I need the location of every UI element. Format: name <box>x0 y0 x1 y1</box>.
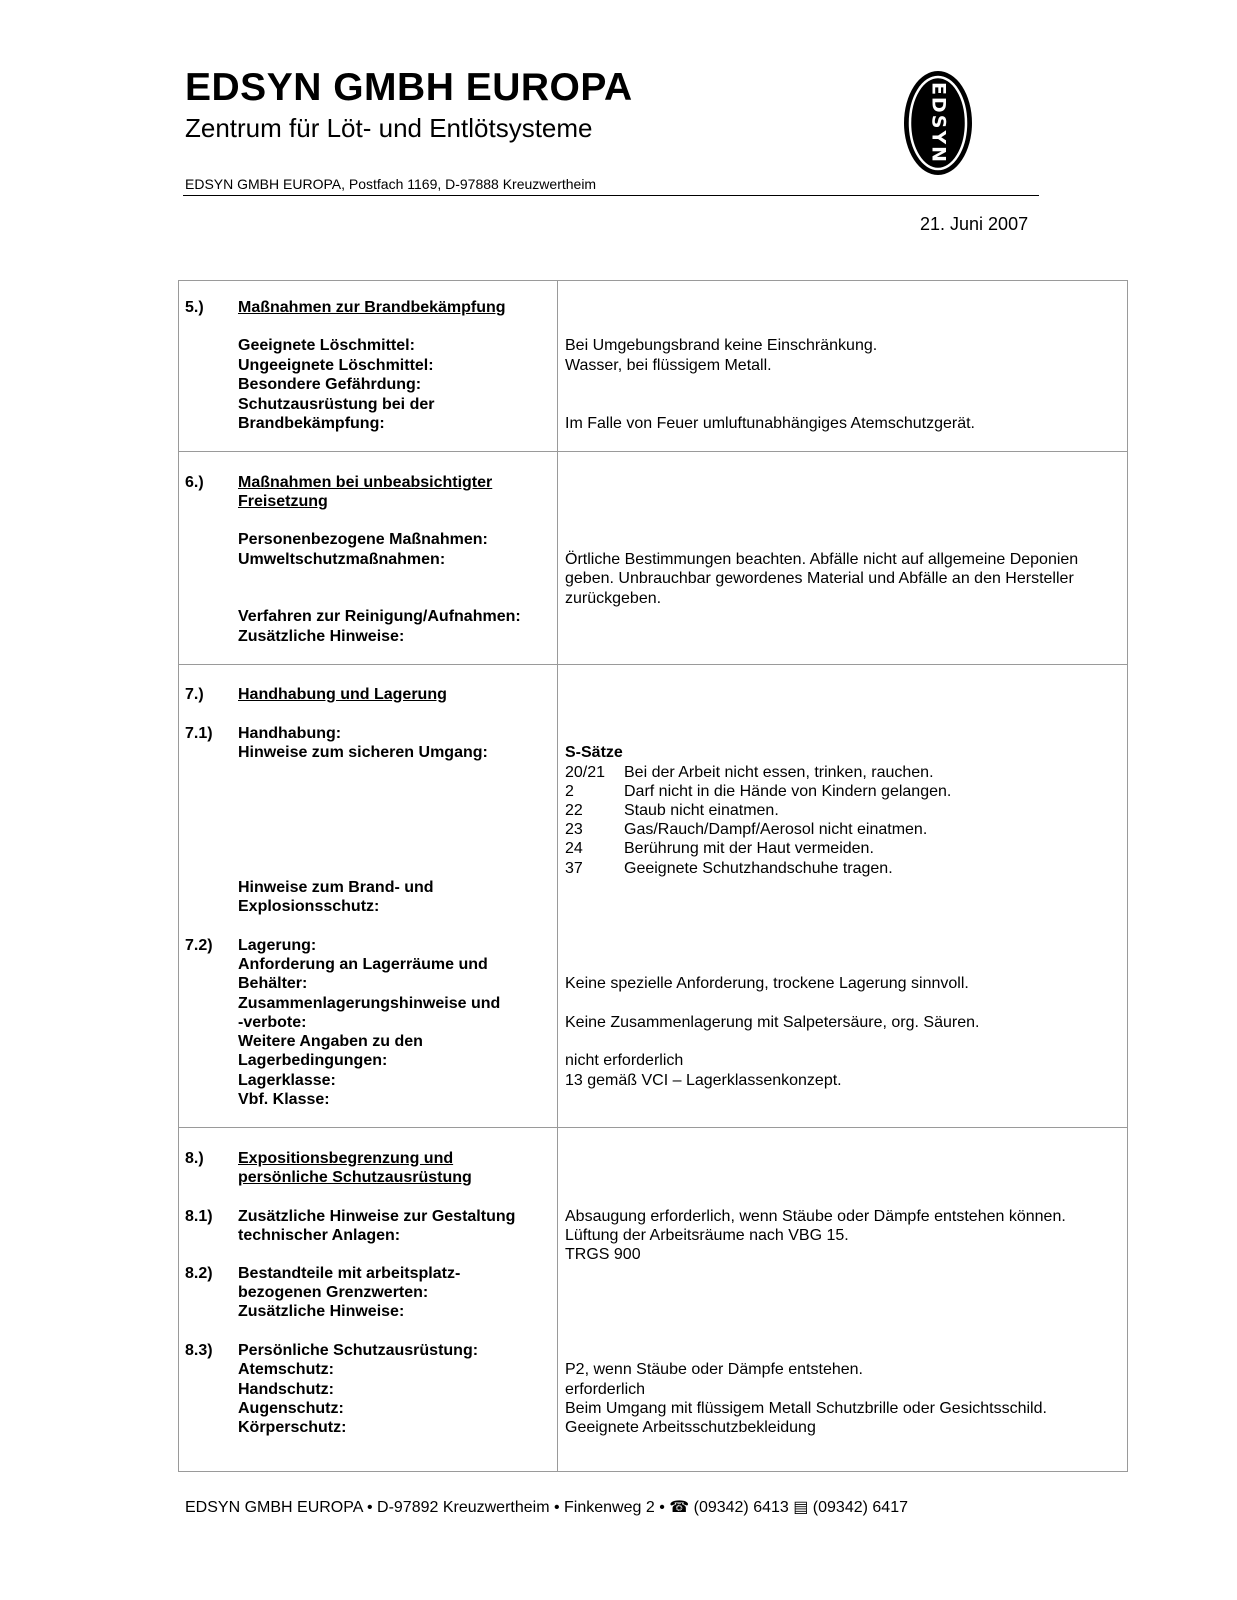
footer-contact: EDSYN GMBH EUROPA • D-97892 Kreuzwertheim • Finkenweg 2 • ☎ (09342) 6413 ▤ (09342) 6417 <box>185 1499 908 1516</box>
field-label: Lagerklasse: <box>238 1072 336 1089</box>
field-label: Hinweise zum sicheren Umgang: <box>238 744 488 761</box>
field-value: nicht erforderlich <box>565 1052 684 1069</box>
section-number: 6.) <box>185 474 204 491</box>
field-label: Handhabung: <box>238 725 342 742</box>
section-title: Freisetzung <box>238 493 328 510</box>
row-divider <box>178 664 1128 665</box>
field-label: Zusätzliche Hinweise: <box>238 628 405 645</box>
field-label: Bestandteile mit arbeitsplatz- <box>238 1265 461 1282</box>
section-number: 8.) <box>185 1150 204 1167</box>
s-phrase-text: Darf nicht in die Hände von Kindern gelangen. <box>624 783 952 800</box>
field-label: technischer Anlagen: <box>238 1227 401 1244</box>
field-label: Behälter: <box>238 975 308 992</box>
field-label: Geeignete Löschmittel: <box>238 337 415 354</box>
field-value: Keine spezielle Anforderung, trockene Lagerung sinnvoll. <box>565 975 969 992</box>
field-value: Bei Umgebungsbrand keine Einschränkung. <box>565 337 878 354</box>
field-label: Lagerung: <box>238 937 317 954</box>
field-label: -verbote: <box>238 1014 307 1031</box>
section-title: Expositionsbegrenzung und <box>238 1150 454 1167</box>
subsection-number: 7.1) <box>185 725 213 742</box>
field-label: Schutzausrüstung bei der <box>238 396 435 413</box>
s-phrase-code: 2 <box>565 783 574 800</box>
field-value: Absaugung erforderlich, wenn Stäube oder Dämpfe entstehen können. <box>565 1208 1066 1225</box>
section-title: Handhabung und Lagerung <box>238 686 447 703</box>
field-value: TRGS 900 <box>565 1246 641 1263</box>
field-value: erforderlich <box>565 1381 646 1398</box>
field-label: Weitere Angaben zu den <box>238 1033 423 1050</box>
field-label: bezogenen Grenzwerten: <box>238 1284 429 1301</box>
field-value: Geeignete Arbeitsschutzbekleidung <box>565 1419 816 1436</box>
field-label: Körperschutz: <box>238 1419 347 1436</box>
field-label: Handschutz: <box>238 1381 334 1398</box>
s-phrase-text: Gas/Rauch/Dampf/Aerosol nicht einatmen. <box>624 821 928 838</box>
field-value: Örtliche Bestimmungen beachten. Abfälle nicht auf allgemeine Deponien <box>565 551 1079 568</box>
field-label: Explosionsschutz: <box>238 898 380 915</box>
field-label: Brandbekämpfung: <box>238 415 385 432</box>
column-divider <box>557 280 558 1472</box>
subsection-number: 7.2) <box>185 937 213 954</box>
s-phrase-code: 24 <box>565 840 583 857</box>
field-value: Beim Umgang mit flüssigem Metall Schutzbrille oder Gesichtsschild. <box>565 1400 1047 1417</box>
field-label: Zusammenlagerungshinweise und <box>238 995 501 1012</box>
s-phrase-text: Staub nicht einatmen. <box>624 802 779 819</box>
field-value: Lüftung der Arbeitsräume nach VBG 15. <box>565 1227 849 1244</box>
s-phrase-code: 37 <box>565 860 583 877</box>
field-label: Verfahren zur Reinigung/Aufnahmen: <box>238 608 521 625</box>
s-phrases-header: S-Sätze <box>565 744 623 761</box>
section-title: Maßnahmen zur Brandbekämpfung <box>238 299 506 316</box>
company-address: EDSYN GMBH EUROPA, Postfach 1169, D-97888 Kreuzwertheim <box>185 176 597 192</box>
s-phrase-code: 20/21 <box>565 764 606 781</box>
field-label: Umweltschutzmaßnahmen: <box>238 551 446 568</box>
field-value: 13 gemäß VCI – Lagerklassenkonzept. <box>565 1072 842 1089</box>
field-value: zurückgeben. <box>565 590 662 607</box>
field-label: Hinweise zum Brand- und <box>238 879 434 896</box>
s-phrase-code: 22 <box>565 802 583 819</box>
s-phrase-code: 23 <box>565 821 583 838</box>
subsection-number: 8.1) <box>185 1208 213 1225</box>
field-label: Persönliche Schutzausrüstung: <box>238 1342 479 1359</box>
s-phrase-text: Geeignete Schutzhandschuhe tragen. <box>624 860 893 877</box>
field-value: P2, wenn Stäube oder Dämpfe entstehen. <box>565 1361 863 1378</box>
row-divider <box>178 1127 1128 1128</box>
field-label: Zusätzliche Hinweise zur Gestaltung <box>238 1208 516 1225</box>
header-rule <box>183 195 1039 196</box>
subsection-number: 8.2) <box>185 1265 213 1282</box>
section-number: 7.) <box>185 686 204 703</box>
field-label: Lagerbedingungen: <box>238 1052 388 1069</box>
s-phrase-text: Bei der Arbeit nicht essen, trinken, rauchen. <box>624 764 934 781</box>
field-label: Atemschutz: <box>238 1361 335 1378</box>
field-label: Personenbezogene Maßnahmen: <box>238 531 488 548</box>
document-date: 21. Juni 2007 <box>920 214 1029 234</box>
subsection-number: 8.3) <box>185 1342 213 1359</box>
field-value: Keine Zusammenlagerung mit Salpetersäure, org. Säuren. <box>565 1014 980 1031</box>
field-label: Augenschutz: <box>238 1400 344 1417</box>
s-phrase-text: Berührung mit der Haut vermeiden. <box>624 840 874 857</box>
field-value: geben. Unbrauchbar gewordenes Material und Abfälle an den Hersteller <box>565 570 1074 587</box>
section-title: Maßnahmen bei unbeabsichtigter <box>238 474 493 491</box>
company-name: EDSYN GMBH EUROPA <box>185 66 633 109</box>
section-number: 5.) <box>185 299 204 316</box>
field-label: Anforderung an Lagerräume und <box>238 956 488 973</box>
company-subtitle: Zentrum für Löt- und Entlötsysteme <box>185 113 593 143</box>
section-title: persönliche Schutzausrüstung <box>238 1169 472 1186</box>
field-label: Besondere Gefährdung: <box>238 376 422 393</box>
field-value: Wasser, bei flüssigem Metall. <box>565 357 772 374</box>
field-label: Vbf. Klasse: <box>238 1091 330 1108</box>
field-label: Zusätzliche Hinweise: <box>238 1303 405 1320</box>
edsyn-logo <box>902 69 974 177</box>
svg-text:EDSYN: EDSYN <box>927 81 950 165</box>
row-divider <box>178 451 1128 452</box>
field-value: Im Falle von Feuer umluftunabhängiges Atemschutzgerät. <box>565 415 975 432</box>
field-label: Ungeeignete Löschmittel: <box>238 357 434 374</box>
